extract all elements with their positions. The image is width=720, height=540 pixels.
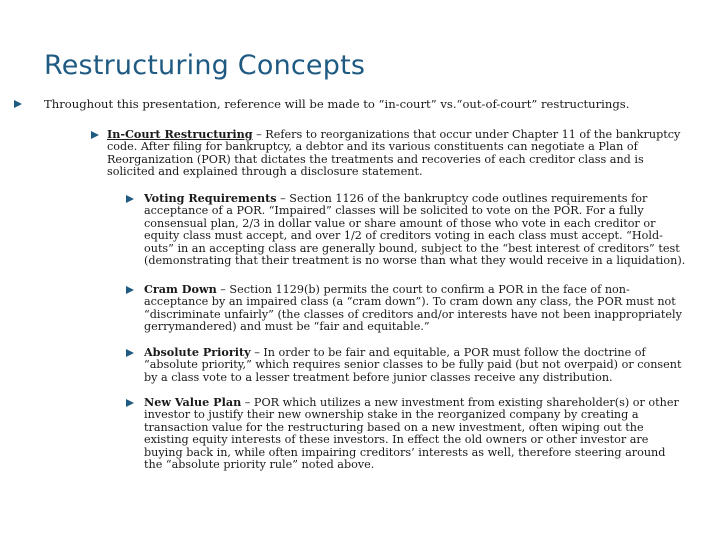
cram-down-desc: – Section 1129(b) permits the court to confirm a POR in the face of non-acceptance by an impaired class (a “cram down”). To cram down any class, the POR must not “discriminate unfairly” (the classes of creditors and/or interests have not been inappropriately gerrymandered) and must be “fair and equitable.” (144, 283, 682, 334)
new-value-plan-text (144, 396, 686, 471)
new-value-plan-desc: – POR which utilizes a new investment from existing shareholder(s) or other investor to justify their new ownership stake in the reorganized company by creating a transaction value for the restructuring based on a new investment, often wiping out the existing equity interests of these investors. In effect the old owners or other investor are buying back in, while often impairing creditors’ interests as well, therefore steering around the “absolute priority rule” noted above. (144, 396, 679, 472)
absolute-priority-bullet (126, 346, 686, 384)
cram-down-text (144, 283, 686, 334)
triangle-bullet-icon (14, 100, 22, 108)
voting-requirements-bullet (126, 192, 686, 267)
absolute-priority-desc: – In order to be fair and equitable, a POR must follow the doctrine of “absolute priority,” which requires senior classes to be fully paid (but not overpaid) or consent by a class vote to a lesser treatment before junior classes receive any distribution. (144, 346, 682, 384)
voting-requirements-desc: – Section 1126 of the bankruptcy code outlines requirements for acceptance of a POR. “Impaired” classes will be solicited to vote on the POR. For a fully consensual plan, 2/3 in dollar value or share amount of those who vote in each creditor or equity class must accept, and over 1/2 of creditors voting in each class must accept. “Hold-outs” in an accepting class are generally bound, subject to the “best interest of creditors” test (demonstrating that their treatment is no worse than what they would receive in a liquidation). (144, 192, 686, 268)
absolute-priority-term: Absolute Priority (144, 345, 251, 359)
new-value-plan-term: New Value Plan (144, 395, 242, 409)
voting-requirements-text (144, 192, 686, 267)
absolute-priority-text (144, 346, 686, 384)
cram-down-bullet (126, 283, 686, 334)
intro-bullet (14, 98, 629, 110)
slide-title: Restructuring Concepts (44, 50, 366, 81)
new-value-plan-bullet (126, 396, 686, 471)
triangle-bullet-icon (91, 131, 99, 139)
voting-requirements-term: Voting Requirements (144, 191, 277, 205)
in-court-desc: – Refers to reorganizations that occur under Chapter 11 of the bankruptcy code. After filing for bankruptcy, a debtor and its various constituents can negotiate a Plan of Reorganization (POR) that dictates the treatments and recoveries of each creditor class and is solicited and explained through a disclosure statement. (107, 128, 681, 179)
triangle-bullet-icon (126, 286, 134, 294)
cram-down-term: Cram Down (144, 282, 217, 296)
in-court-text (107, 128, 686, 179)
triangle-bullet-icon (126, 399, 134, 407)
triangle-bullet-icon (126, 349, 134, 357)
intro-text: Throughout this presentation, reference will be made to “in-court” vs.“out-of-court” restructurings. (44, 97, 630, 111)
in-court-term: In-Court Restructuring (107, 127, 253, 141)
triangle-bullet-icon (126, 195, 134, 203)
in-court-bullet (91, 128, 686, 179)
